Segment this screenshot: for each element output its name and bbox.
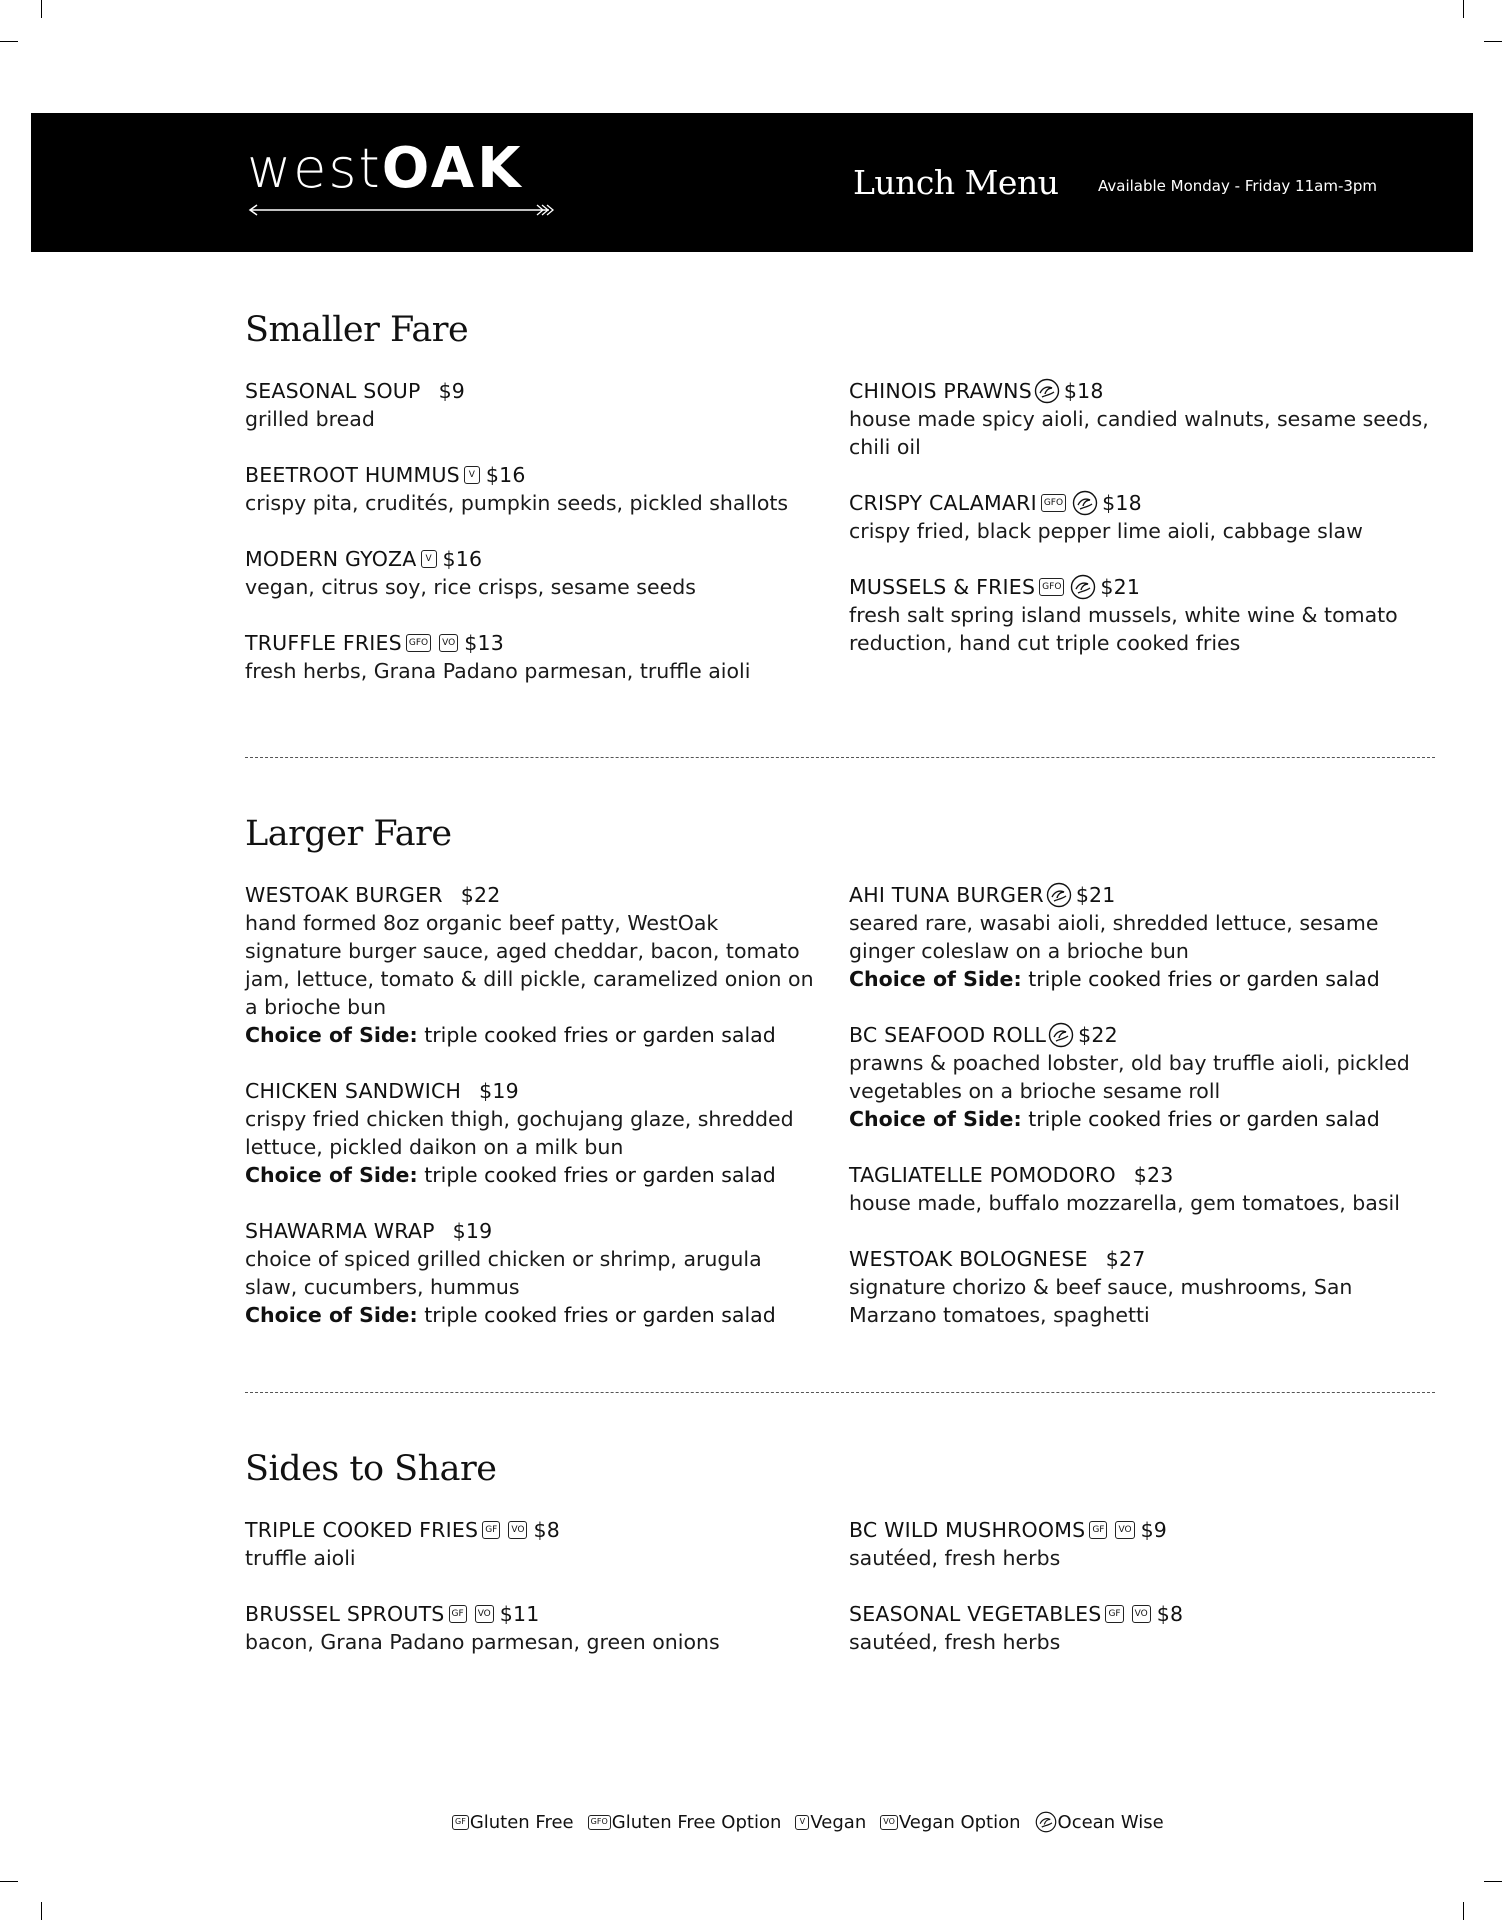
menu-item-description: hand formed 8oz organic beef patty, WestOak signature burger sauce, aged cheddar, bacon, tomato jam, lettuce, tomato & dill pickle, caramelized onion on a brioche bun [245,911,814,1019]
crop-mark [1463,0,1464,18]
side-choice-label: Choice of Side: [849,1107,1022,1131]
menu-item [245,1077,815,1189]
menu-item-header [849,1600,1429,1628]
menu-item-side-choice [245,1161,815,1189]
menu-item-name: AHI TUNA BURGER [849,883,1044,907]
menu-item [849,1021,1429,1133]
menu-item [245,545,815,601]
side-choice-label: Choice of Side: [849,967,1022,991]
brand-logo [247,136,587,227]
gfo-tag-icon: GFO [406,634,431,652]
smaller-fare-right-column [849,377,1429,685]
side-choice-text: triple cooked fries or garden salad [424,1163,776,1187]
menu-item-price: $27 [1105,1247,1146,1271]
menu-item [245,1217,815,1329]
menu-item-description: sautéed, fresh herbs [849,1546,1061,1570]
menu-item-name: BRUSSEL SPROUTS [245,1602,445,1626]
menu-item-header [245,881,815,909]
menu-item-description: truffle aioli [245,1546,356,1570]
menu-hours: Available Monday - Friday 11am-3pm [1098,177,1378,195]
menu-item-price: $22 [1078,1023,1118,1047]
ocean-wise-icon [1048,1022,1074,1048]
gfo-tag-icon: GFO [1039,578,1064,596]
legend-label: Gluten Free Option [611,1811,782,1833]
menu-item [849,377,1429,461]
menu-item-price: $9 [438,379,466,403]
menu-item [849,489,1429,545]
menu-item-name: SEASONAL VEGETABLES [849,1602,1102,1626]
section-divider [245,1392,1435,1393]
menu-item-side-choice [245,1021,815,1049]
crop-mark [41,1902,42,1920]
menu-item [849,573,1429,657]
menu-item-header [245,461,815,489]
menu-item-description: prawns & poached lobster, old bay truffle aioli, pickled vegetables on a brioche sesame roll [849,1051,1410,1103]
menu-item-header [849,1516,1429,1544]
larger-fare-left-column [245,881,815,1357]
menu-item [849,1516,1429,1572]
menu-item-name: CHINOIS PRAWNS [849,379,1032,403]
menu-item-description: house made spicy aioli, candied walnuts, sesame seeds, chili oil [849,407,1429,459]
crop-mark [1463,1902,1464,1920]
menu-item-name: CRISPY CALAMARI [849,491,1037,515]
side-choice-label: Choice of Side: [245,1303,418,1327]
menu-item-header [245,545,815,573]
menu-item-side-choice [849,965,1429,993]
gfo-tag-icon: GFO [588,1815,611,1830]
v-tag-icon: V [464,466,480,484]
legend-label: Vegan [810,1811,867,1833]
v-tag-icon: V [795,1815,809,1830]
brand-wordmark [247,136,524,201]
menu-item-header [245,377,815,405]
legend-label: Gluten Free [469,1811,574,1833]
menu-item-name: TRUFFLE FRIES [245,631,402,655]
crop-mark [0,1881,18,1882]
brand-name-light: west [247,137,382,200]
menu-item-price: $18 [1063,379,1104,403]
gf-tag-icon: GF [449,1605,467,1623]
menu-item-header [849,489,1429,517]
v-tag-icon: V [421,550,437,568]
menu-item-header [245,1600,815,1628]
menu-item-name: BC WILD MUSHROOMS [849,1518,1086,1542]
menu-item-name: WESTOAK BURGER [245,883,443,907]
menu-item-side-choice [245,1301,815,1329]
ocean-wise-icon [1035,1811,1057,1833]
menu-item-header [849,881,1429,909]
menu-item-name: CHICKEN SANDWICH [245,1079,462,1103]
crop-mark [41,0,42,18]
menu-item-price: $21 [1075,883,1116,907]
gfo-tag-icon: GFO [1041,494,1066,512]
menu-item-price: $19 [452,1219,493,1243]
menu-item-header [849,1161,1429,1189]
legend-entry [880,1812,1020,1833]
menu-item-name: BEETROOT HUMMUS [245,463,460,487]
gf-tag-icon: GF [1089,1521,1107,1539]
section-title-smaller-fare: Smaller Fare [245,310,469,350]
menu-item [849,1600,1429,1656]
menu-item-name: BC SEAFOOD ROLL [849,1023,1047,1047]
smaller-fare-left-column [245,377,815,713]
menu-item-price: $8 [533,1518,560,1542]
vo-tag-icon: VO [439,634,458,652]
menu-item-description: sautéed, fresh herbs [849,1630,1061,1654]
menu-item-price: $23 [1133,1163,1174,1187]
menu-item-price: $18 [1102,491,1142,515]
ocean-wise-icon [1072,490,1098,516]
menu-item-description: grilled bread [245,407,375,431]
menu-item-price: $21 [1100,575,1141,599]
gf-tag-icon: GF [452,1815,469,1830]
menu-item [245,461,815,517]
menu-item-name: MODERN GYOZA [245,547,417,571]
menu-item-name: WESTOAK BOLOGNESE [849,1247,1088,1271]
gf-tag-icon: GF [1105,1605,1123,1623]
menu-item-price: $16 [442,547,483,571]
menu-item-description: fresh herbs, Grana Padano parmesan, truffle aioli [245,659,751,683]
side-choice-label: Choice of Side: [245,1023,418,1047]
side-choice-text: triple cooked fries or garden salad [424,1303,776,1327]
menu-item-name: MUSSELS & FRIES [849,575,1036,599]
menu-item-description: crispy fried chicken thigh, gochujang glaze, shredded lettuce, pickled daikon on a milk bun [245,1107,794,1159]
dietary-legend [452,1811,1178,1833]
menu-item [245,629,815,685]
menu-item [245,1516,815,1572]
side-choice-label: Choice of Side: [245,1163,418,1187]
crop-mark [1484,41,1502,42]
vo-tag-icon: VO [1115,1521,1134,1539]
legend-label: Vegan Option [898,1811,1021,1833]
menu-item-side-choice [849,1105,1429,1133]
menu-item [245,377,815,433]
side-choice-text: triple cooked fries or garden salad [1028,967,1380,991]
menu-item-description: choice of spiced grilled chicken or shrimp, arugula slaw, cucumbers, hummus [245,1247,762,1299]
arrow-icon [247,203,557,217]
menu-item [245,1600,815,1656]
menu-item-price: $9 [1140,1518,1168,1542]
menu-item-price: $22 [460,883,501,907]
menu-item-header [849,573,1429,601]
side-choice-text: triple cooked fries or garden salad [424,1023,776,1047]
menu-item-header [245,629,815,657]
ocean-wise-icon [1034,378,1060,404]
menu-title: Lunch Menu [853,163,1059,202]
ocean-wise-icon [1046,882,1072,908]
menu-item-price: $11 [499,1602,540,1626]
menu-item [849,1245,1429,1329]
vo-tag-icon: VO [1132,1605,1151,1623]
menu-item-name: TRIPLE COOKED FRIES [245,1518,479,1542]
sides-left-column [245,1516,815,1684]
side-choice-text: triple cooked fries or garden salad [1028,1107,1380,1131]
legend-entry [452,1812,574,1833]
menu-item-name: SEASONAL SOUP [245,379,421,403]
menu-item-price: $13 [464,631,504,655]
menu-item-header [245,1217,815,1245]
brand-name-bold: OAK [381,136,524,201]
menu-item [245,881,815,1049]
menu-item-price: $19 [479,1079,519,1103]
legend-label: Ocean Wise [1057,1811,1164,1833]
menu-item-name: SHAWARMA WRAP [245,1219,435,1243]
legend-entry [1035,1811,1164,1833]
section-divider [245,757,1435,758]
legend-entry [795,1812,866,1833]
vo-tag-icon: VO [508,1521,527,1539]
menu-item-description: crispy pita, crudités, pumpkin seeds, pickled shallots [245,491,789,515]
crop-mark [0,41,18,42]
menu-item-header [245,1516,815,1544]
legend-entry [588,1812,782,1833]
menu-item-description: crispy fried, black pepper lime aioli, cabbage slaw [849,519,1363,543]
menu-item [849,881,1429,993]
menu-item-price: $8 [1156,1602,1184,1626]
menu-item-description: house made, buffalo mozzarella, gem tomatoes, basil [849,1191,1400,1215]
menu-item-price: $16 [485,463,526,487]
menu-item-header [849,377,1429,405]
menu-item-header [849,1245,1429,1273]
section-title-larger-fare: Larger Fare [245,814,452,854]
gf-tag-icon: GF [482,1521,500,1539]
larger-fare-right-column [849,881,1429,1357]
menu-item [849,1161,1429,1217]
menu-item-description: seared rare, wasabi aioli, shredded lettuce, sesame ginger coleslaw on a brioche bun [849,911,1379,963]
vo-tag-icon: VO [475,1605,494,1623]
menu-item-description: signature chorizo & beef sauce, mushrooms, San Marzano tomatoes, spaghetti [849,1275,1353,1327]
header-banner [31,113,1473,252]
menu-item-description: fresh salt spring island mussels, white wine & tomato reduction, hand cut triple cooked fries [849,603,1398,655]
menu-item-description: bacon, Grana Padano parmesan, green onions [245,1630,720,1654]
menu-item-description: vegan, citrus soy, rice crisps, sesame seeds [245,575,696,599]
section-title-sides-to-share: Sides to Share [245,1449,497,1489]
crop-mark [1484,1881,1502,1882]
vo-tag-icon: VO [880,1815,898,1830]
menu-item-name: TAGLIATELLE POMODORO [849,1163,1116,1187]
sides-right-column [849,1516,1429,1684]
ocean-wise-icon [1070,574,1096,600]
menu-item-header [245,1077,815,1105]
menu-item-header [849,1021,1429,1049]
